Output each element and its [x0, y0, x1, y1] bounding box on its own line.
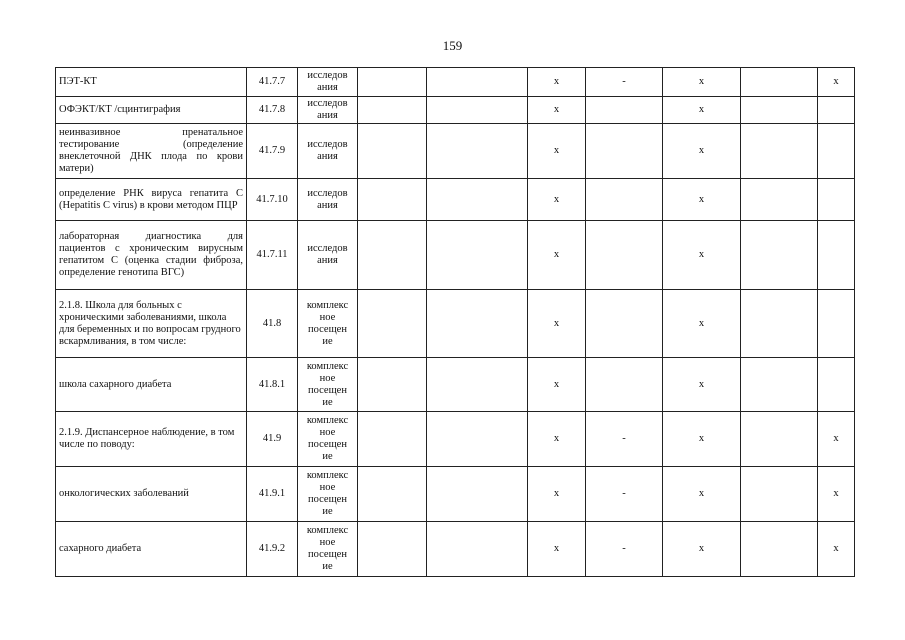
row-name: 2.1.8. Школа для больных с хроническими заболеваниями, школа для беременных и по вопросам грудного вскармливания, в том числе: [56, 290, 247, 358]
cell-c7 [818, 97, 855, 124]
cell-c3: x [528, 290, 586, 358]
cell-c1 [358, 68, 427, 97]
cell-c1 [358, 97, 427, 124]
row-name: 2.1.9. Диспансерное наблюдение, в том числе по поводу: [56, 412, 247, 467]
cell-c4: - [586, 68, 663, 97]
cell-c3: x [528, 467, 586, 522]
cell-c7 [818, 221, 855, 290]
cell-c2 [427, 290, 528, 358]
cell-c1 [358, 412, 427, 467]
cell-c4: - [586, 522, 663, 577]
cell-c3: x [528, 68, 586, 97]
table-row [56, 179, 855, 221]
cell-c5: x [663, 124, 741, 179]
row-code: 41.7.7 [247, 68, 298, 97]
cell-c6 [741, 124, 818, 179]
cell-c5: x [663, 68, 741, 97]
row-code: 41.9 [247, 412, 298, 467]
cell-c4 [586, 221, 663, 290]
row-name: онкологических заболеваний [56, 467, 247, 522]
cell-c4 [586, 290, 663, 358]
cell-c2 [427, 412, 528, 467]
cell-c3: x [528, 124, 586, 179]
row-name: неинвазивное пренатальное тестирование (определение внеклеточной ДНК плода по крови матери) [56, 124, 247, 179]
cell-c2 [427, 124, 528, 179]
cell-c2 [427, 522, 528, 577]
row-code: 41.7.10 [247, 179, 298, 221]
cell-c3: x [528, 522, 586, 577]
row-name: сахарного диабета [56, 522, 247, 577]
row-code: 41.7.11 [247, 221, 298, 290]
cell-c3: x [528, 221, 586, 290]
row-code: 41.9.1 [247, 467, 298, 522]
cell-c1 [358, 221, 427, 290]
cell-c3: x [528, 179, 586, 221]
cell-c4 [586, 179, 663, 221]
cell-c6 [741, 179, 818, 221]
cell-c1 [358, 358, 427, 412]
row-unit: комплекс ное посещен ие [298, 522, 358, 577]
document-table [55, 67, 855, 577]
cell-c2 [427, 97, 528, 124]
row-unit: исследов ания [298, 124, 358, 179]
table-row [56, 412, 855, 467]
cell-c7 [818, 290, 855, 358]
row-code: 41.7.9 [247, 124, 298, 179]
cell-c2 [427, 358, 528, 412]
cell-c7: x [818, 68, 855, 97]
row-code: 41.8 [247, 290, 298, 358]
row-code: 41.9.2 [247, 522, 298, 577]
cell-c4: - [586, 412, 663, 467]
cell-c3: x [528, 412, 586, 467]
table-row [56, 467, 855, 522]
cell-c5: x [663, 467, 741, 522]
row-name: лабораторная диагностика для пациентов с хроническим вирусным гепатитом С (оценка стадии фиброза, определение генотипа ВГС) [56, 221, 247, 290]
cell-c6 [741, 290, 818, 358]
cell-c7 [818, 124, 855, 179]
table-row [56, 221, 855, 290]
cell-c7 [818, 358, 855, 412]
cell-c6 [741, 358, 818, 412]
row-name: ПЭТ-КТ [56, 68, 247, 97]
table-row [56, 97, 855, 124]
cell-c5: x [663, 221, 741, 290]
row-name: определение РНК вируса гепатита С (Hepatitis C virus) в крови методом ПЦР [56, 179, 247, 221]
cell-c5: x [663, 290, 741, 358]
row-name: школа сахарного диабета [56, 358, 247, 412]
row-code: 41.8.1 [247, 358, 298, 412]
cell-c1 [358, 522, 427, 577]
row-unit: исследов ания [298, 179, 358, 221]
cell-c6 [741, 221, 818, 290]
cell-c5: x [663, 179, 741, 221]
cell-c6 [741, 412, 818, 467]
table-row [56, 522, 855, 577]
cell-c6 [741, 467, 818, 522]
cell-c1 [358, 179, 427, 221]
cell-c6 [741, 97, 818, 124]
cell-c1 [358, 124, 427, 179]
cell-c4 [586, 97, 663, 124]
cell-c1 [358, 290, 427, 358]
cell-c3: x [528, 97, 586, 124]
cell-c1 [358, 467, 427, 522]
cell-c5: x [663, 97, 741, 124]
cell-c4 [586, 124, 663, 179]
cell-c2 [427, 221, 528, 290]
cell-c4 [586, 358, 663, 412]
cell-c5: x [663, 358, 741, 412]
table-row [56, 124, 855, 179]
cell-c2 [427, 179, 528, 221]
cell-c7: x [818, 522, 855, 577]
row-unit: исследов ания [298, 97, 358, 124]
cell-c5: x [663, 522, 741, 577]
cell-c6 [741, 68, 818, 97]
table-row [56, 290, 855, 358]
page-number: 159 [442, 38, 463, 53]
cell-c7: x [818, 467, 855, 522]
row-unit: исследов ания [298, 221, 358, 290]
row-unit: комплекс ное посещен ие [298, 290, 358, 358]
cell-c3: x [528, 358, 586, 412]
cell-c5: x [663, 412, 741, 467]
table-row [56, 358, 855, 412]
cell-c2 [427, 467, 528, 522]
cell-c4: - [586, 467, 663, 522]
cell-c7: x [818, 412, 855, 467]
cell-c6 [741, 522, 818, 577]
table-row [56, 68, 855, 97]
row-unit: комплекс ное посещен ие [298, 358, 358, 412]
row-unit: комплекс ное посещен ие [298, 467, 358, 522]
row-code: 41.7.8 [247, 97, 298, 124]
cell-c2 [427, 68, 528, 97]
row-unit: комплекс ное посещен ие [298, 412, 358, 467]
cell-c7 [818, 179, 855, 221]
row-name: ОФЭКТ/КТ /сцинтиграфия [56, 97, 247, 124]
row-unit: исследов ания [298, 68, 358, 97]
